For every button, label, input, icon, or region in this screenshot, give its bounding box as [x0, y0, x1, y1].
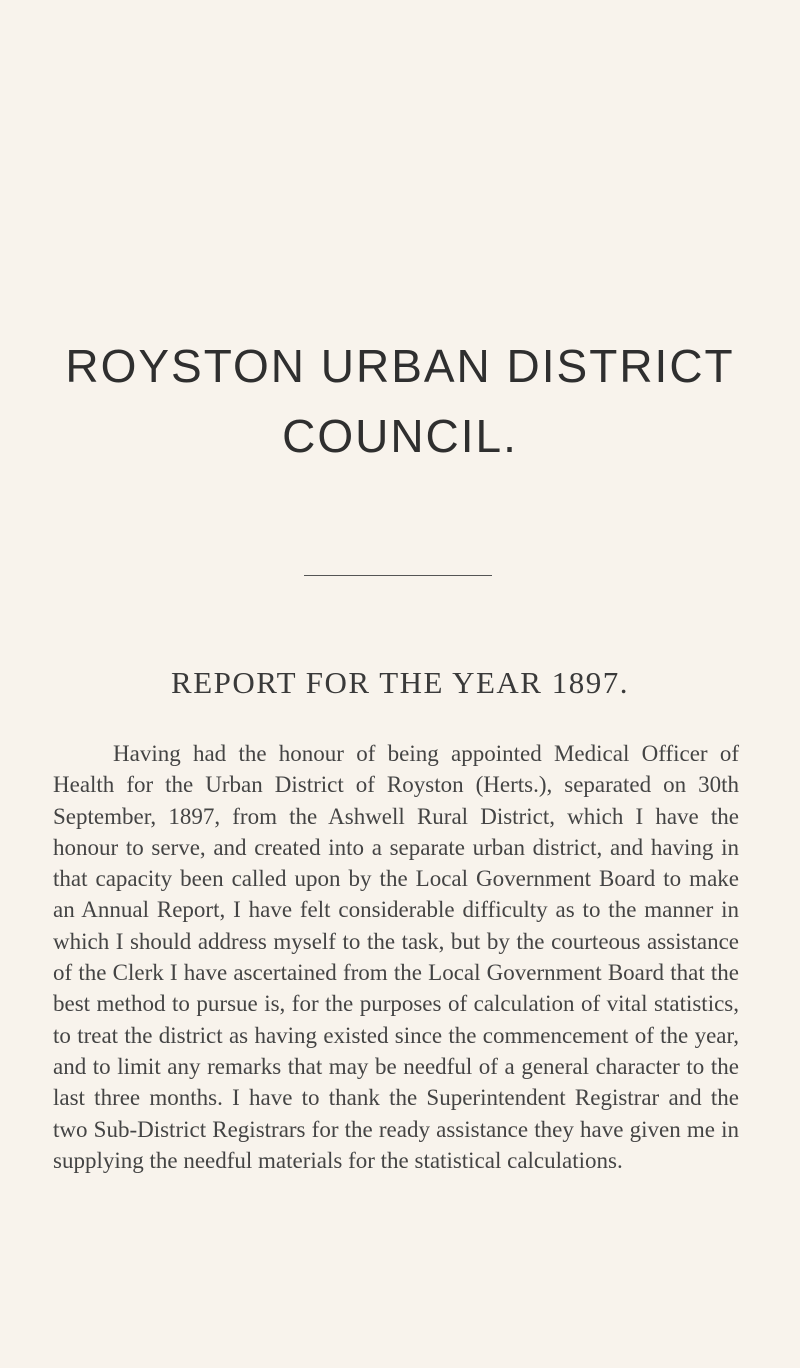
council-title-line1: ROYSTON URBAN DISTRICT: [65, 340, 735, 392]
report-heading: REPORT FOR THE YEAR 1897.: [171, 665, 629, 700]
body-paragraph: Having had the honour of being appointed Medical Officer of Health for the Urban District of Royston (Herts.), separated on 30th September, 1897, from the Ashwell Rural District, which I have the honour to serve, and created into a separate urban district, and having in that capacity been called upon by the Local Government Board to make an Annual Report, I have felt considerable difficulty as to the manner in which I should address myself to the task, but by the courteous assistance of the Clerk I have ascertained from the Local Government Board that the best method to pursue is, for the purposes of calculation of vital statistics, to treat the district as having existed since the commencement of the year, and to limit any remarks that may be needful of a general character to the last three months. I have to thank the Superintendent Registrar and the two Sub-District Registrars for the ready assistance they have given me in supplying the needful materials for the statistical calculations.: [53, 741, 739, 1173]
title-divider: [304, 575, 492, 576]
council-title-line2: COUNCIL.: [282, 410, 518, 462]
